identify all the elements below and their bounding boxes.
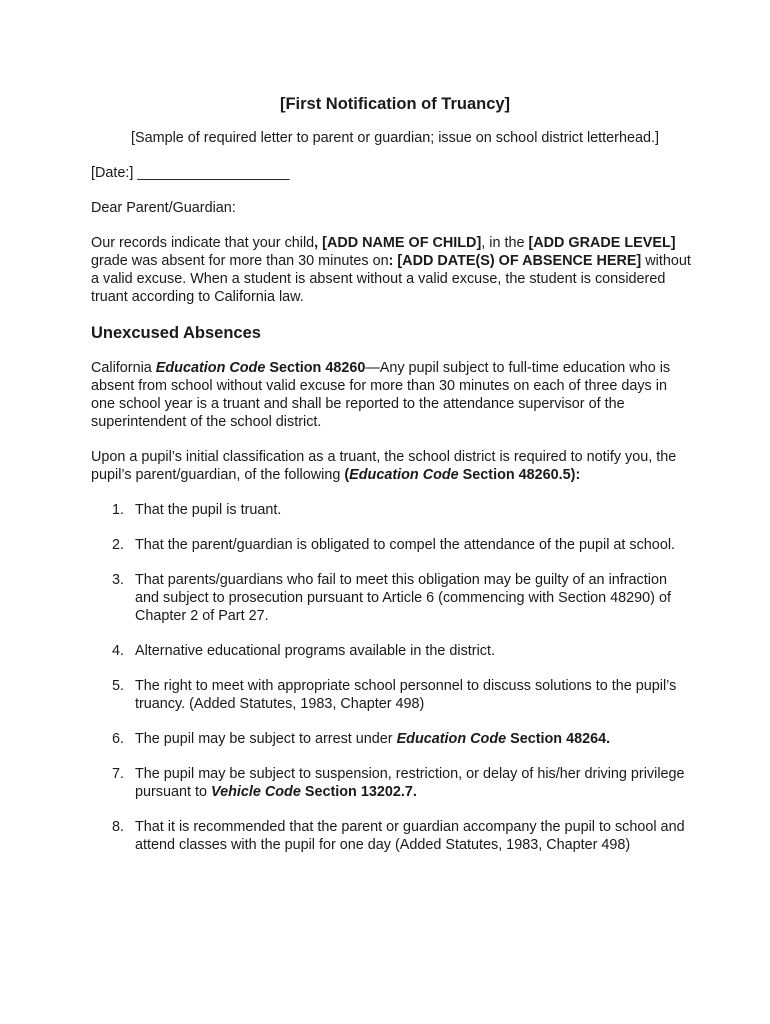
list-item — [91, 536, 691, 554]
notify-paragraph — [91, 448, 691, 484]
list-item-number: 7. — [112, 766, 125, 782]
intro-paragraph — [91, 234, 691, 306]
list-item-text: The pupil may be subject to arrest under — [135, 731, 397, 747]
list-item — [91, 765, 691, 801]
date-label: [Date:] — [91, 165, 134, 181]
date-line — [91, 164, 691, 182]
list-item-text: That the pupil is truant. — [135, 502, 282, 518]
notify-education-code: Education Code — [349, 467, 459, 483]
notify-text-1: Upon a pupil’s initial classification as a truant, the school district is required to notify you, the pupil’s parent/guardian, of the following — [91, 449, 677, 483]
section-heading: Unexcused Absences — [91, 324, 261, 342]
list-item-text: The right to meet with appropriate school personnel to discuss solutions to the pupil’s truancy. (Added Statutes, 1983, Chapter 498) — [135, 678, 677, 712]
date-blank: ___________________ — [137, 165, 290, 181]
list-item-section: Section 13202.7. — [300, 784, 417, 800]
list-item-number: 2. — [112, 537, 125, 553]
code-paragraph — [91, 359, 691, 431]
list-item-number: 5. — [112, 678, 125, 694]
list-item-section: Section 48264. — [506, 731, 611, 747]
list-item — [91, 730, 691, 748]
list-item — [91, 642, 691, 660]
document-subtitle: [Sample of required letter to parent or guardian; issue on school district letterhead.] — [131, 130, 659, 146]
list-item — [91, 677, 691, 713]
list-item-number: 6. — [112, 731, 125, 747]
list-item-text: Alternative educational programs available in the district. — [135, 643, 495, 659]
notify-section: Section 48260.5): — [458, 467, 581, 483]
letter-page — [91, 94, 691, 871]
list-item-text: That the parent/guardian is obligated to compel the attendance of the pupil at school. — [135, 537, 676, 553]
code-education-code: Education Code — [155, 360, 266, 376]
code-text-1: California — [91, 360, 156, 376]
document-title: [First Notification of Truancy] — [279, 95, 511, 113]
salutation: Dear Parent/Guardian: — [91, 200, 236, 216]
list-item-text: That parents/guardians who fail to meet this obligation may be guilty of an infraction and subject to prosecution pursuant to Article 6 (commencing with Section 48290) of Chapter 2 of Part 27. — [135, 572, 671, 624]
code-text-2: —Any pupil subject to full-time education who is absent from school without valid excuse for more than 30 minutes on each of three days in one school year is a truant and shall be reported to the attendance supervisor of the superintendent of the school district. — [91, 360, 671, 430]
intro-grade-placeholder: [ADD GRADE LEVEL] — [528, 235, 676, 251]
notify-paren: ( — [344, 467, 350, 483]
intro-text-3: grade was absent for more than 30 minutes on — [91, 253, 389, 269]
list-item-number: 4. — [112, 643, 125, 659]
notification-list — [91, 501, 691, 854]
list-item — [91, 571, 691, 625]
intro-text-2: , in the — [481, 235, 529, 251]
list-item-number: 1. — [112, 502, 125, 518]
intro-text-1: Our records indicate that your child — [91, 235, 315, 251]
intro-child-name-placeholder: , [ADD NAME OF CHILD] — [314, 235, 482, 251]
list-item — [91, 818, 691, 854]
list-item-number: 3. — [112, 572, 125, 588]
intro-text-4: without a valid excuse. When a student is absent without a valid excuse, the student is considered truant according to California law. — [91, 253, 691, 305]
list-item-vehicle-code: Vehicle Code — [211, 784, 301, 800]
intro-date-placeholder: : [ADD DATE(S) OF ABSENCE HERE] — [388, 253, 642, 269]
list-item — [91, 501, 691, 519]
list-item-text: The pupil may be subject to suspension, restriction, or delay of his/her driving privilege pursuant to — [135, 766, 685, 800]
list-item-number: 8. — [112, 819, 125, 835]
code-section: Section 48260 — [265, 360, 366, 376]
list-item-education-code: Education Code — [396, 731, 507, 747]
list-item-text: That it is recommended that the parent or guardian accompany the pupil to school and attend classes with the pupil for one day (Added Statutes, 1983, Chapter 498) — [135, 819, 685, 853]
